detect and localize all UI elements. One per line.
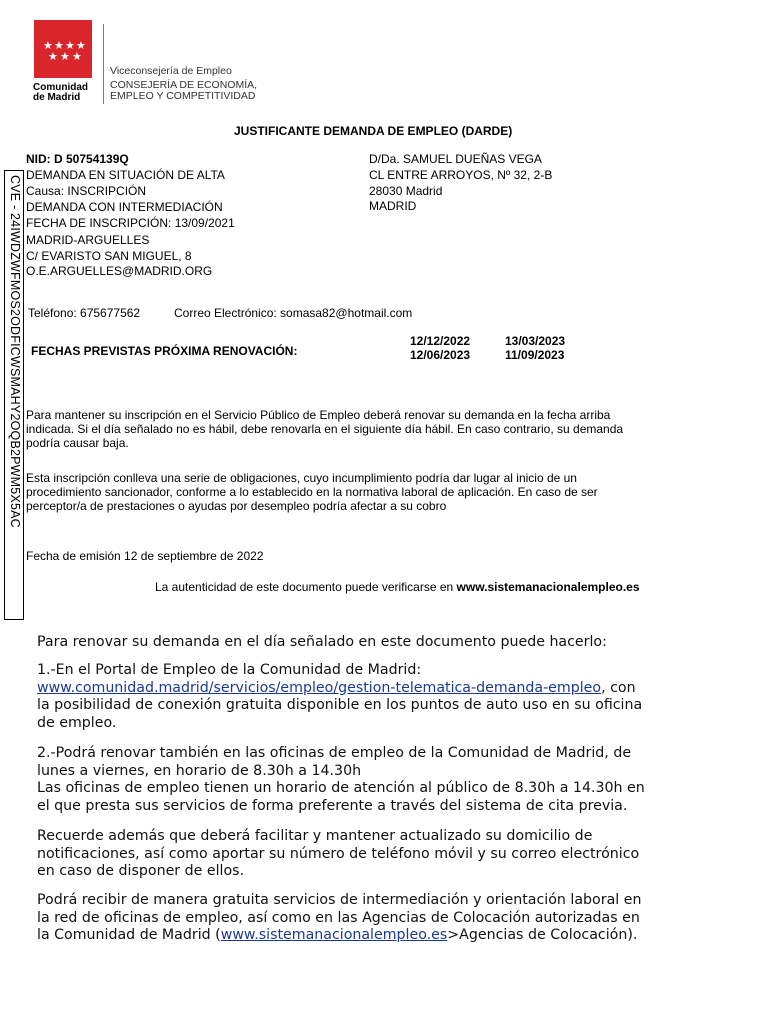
nid: NID: D 50754139Q xyxy=(26,152,129,166)
star-icon: ★ xyxy=(54,39,64,52)
star-icon: ★ xyxy=(76,39,86,52)
renewal-date: 11/09/2023 xyxy=(505,348,565,362)
renewal-label: FECHAS PREVISTAS PRÓXIMA RENOVACIÓN: xyxy=(31,344,298,358)
recipient-name: D/Da. SAMUEL DUEÑAS VEGA xyxy=(369,152,542,166)
instructions-paragraph-3: Recuerde además que deberá facilitar y mantener actualizado su domicilio de notificaciones, así como aportar su número de teléfono móvil y su correo electrónico en caso de disponer de ellos. xyxy=(37,828,640,879)
star-icon: ★ xyxy=(43,39,53,52)
star-icon: ★ xyxy=(72,50,82,63)
recipient-postcode: 28030 Madrid xyxy=(369,184,443,198)
doc-title: JUSTIFICANTE DEMANDA DE EMPLEO (DARDE) xyxy=(234,124,513,138)
logo-text: Comunidad de Madrid xyxy=(33,82,88,103)
renewal-notice: Para mantener su inscripción en el Servicio Público de Empleo deberá renovar su demanda en la fecha arriba indicada. Si el día señalado no es hábil, debe renovarla en el siguiente día hábil. En caso contrario, su demanda podría causar baja. xyxy=(26,408,624,450)
instructions-item-2: 2.-Podrá renovar también en las oficinas de empleo de la Comunidad de Madrid, de lunes a viernes, en horario de 8.30h a 14.30h Las oficinas de empleo tienen un horario de atención al público de 8.30h a 14.30h en el que presta sus servicios de forma preferente a través del sistema de cita previa. xyxy=(37,745,645,814)
authenticity-line: La autenticidad de este documento puede verificarse en www.sistemanacionalempleo.es xyxy=(155,580,640,594)
instructions-item-1: 1.-En el Portal de Empleo de la Comunidad de Madrid: www.comunidad.madrid/servicios/empleo/gestion-telematica-demanda-empleo, con la posibilidad de conexión gratuita disponible en los puntos de auto uso en su oficina de empleo. xyxy=(37,662,643,731)
registration-date: FECHA DE INSCRIPCIÓN: 13/09/2021 xyxy=(26,216,235,230)
demand-cause: Causa: INSCRIPCIÓN xyxy=(26,184,147,198)
dept-line-1: Viceconsejería de Empleo xyxy=(110,65,232,77)
cve-code-box xyxy=(4,170,24,620)
star-icon: ★ xyxy=(48,50,58,63)
phone: Teléfono: 675677562 xyxy=(28,306,141,320)
instructions-paragraph-4: Podrá recibir de manera gratuita servicios de intermediación y orientación laboral en la red de oficinas de empleo, así como en las Agencias de Colocación autorizadas en la Comunidad de Madrid (www.sistemanacionalempleo.es>Agencias de Colocación). xyxy=(37,892,642,943)
renewal-date: 12/06/2023 xyxy=(410,348,471,362)
instructions-intro: Para renovar su demanda en el día señalado en este documento puede hacerlo: xyxy=(37,634,607,650)
demand-intermediation: DEMANDA CON INTERMEDIACIÓN xyxy=(26,200,223,214)
comunidad-madrid-logo xyxy=(34,20,92,78)
portal-link[interactable]: www.comunidad.madrid/servicios/empleo/gestion-telematica-demanda-empleo xyxy=(37,679,602,696)
verification-site[interactable]: www.sistemanacionalempleo.es xyxy=(456,580,640,594)
office-address: C/ EVARISTO SAN MIGUEL, 8 xyxy=(26,249,192,263)
cve-code: CVE - 24IWDZWFMOS2ODFICWSMAHY2OQB2PWM5X5AC xyxy=(8,175,22,528)
renewal-date: 13/03/2023 xyxy=(505,334,566,348)
recipient-province: MADRID xyxy=(369,199,417,213)
dept-line-3: EMPLEO Y COMPETITIVIDAD xyxy=(110,90,256,102)
email: Correo Electrónico: somasa82@hotmail.com xyxy=(174,306,413,320)
demand-status: DEMANDA EN SITUACIÓN DE ALTA xyxy=(26,168,225,182)
emission-date: Fecha de emisión 12 de septiembre de 2022 xyxy=(26,549,264,563)
obligations-notice: Esta inscripción conlleva una serie de obligaciones, cuyo incumplimiento podría dar lugar al inicio de un procedimiento sancionador, conforme a lo establecido en la normativa laboral de aplicación. En caso de ser perceptor/a de prestaciones o ayudas por desempleo podría afectar a su cobro xyxy=(26,471,598,513)
header-divider xyxy=(103,24,104,104)
star-icon: ★ xyxy=(65,39,75,52)
office-name: MADRID-ARGUELLES xyxy=(26,233,150,247)
renewal-date: 12/12/2022 xyxy=(410,334,471,348)
office-email: O.E.ARGUELLES@MADRID.ORG xyxy=(26,264,213,278)
agencies-link[interactable]: www.sistemanacionalempleo.es xyxy=(220,927,448,943)
dept-line-2: CONSEJERÍA DE ECONOMÍA, xyxy=(110,79,258,91)
recipient-street: CL ENTRE ARROYOS, Nº 32, 2-B xyxy=(369,168,553,182)
star-icon: ★ xyxy=(60,50,70,63)
